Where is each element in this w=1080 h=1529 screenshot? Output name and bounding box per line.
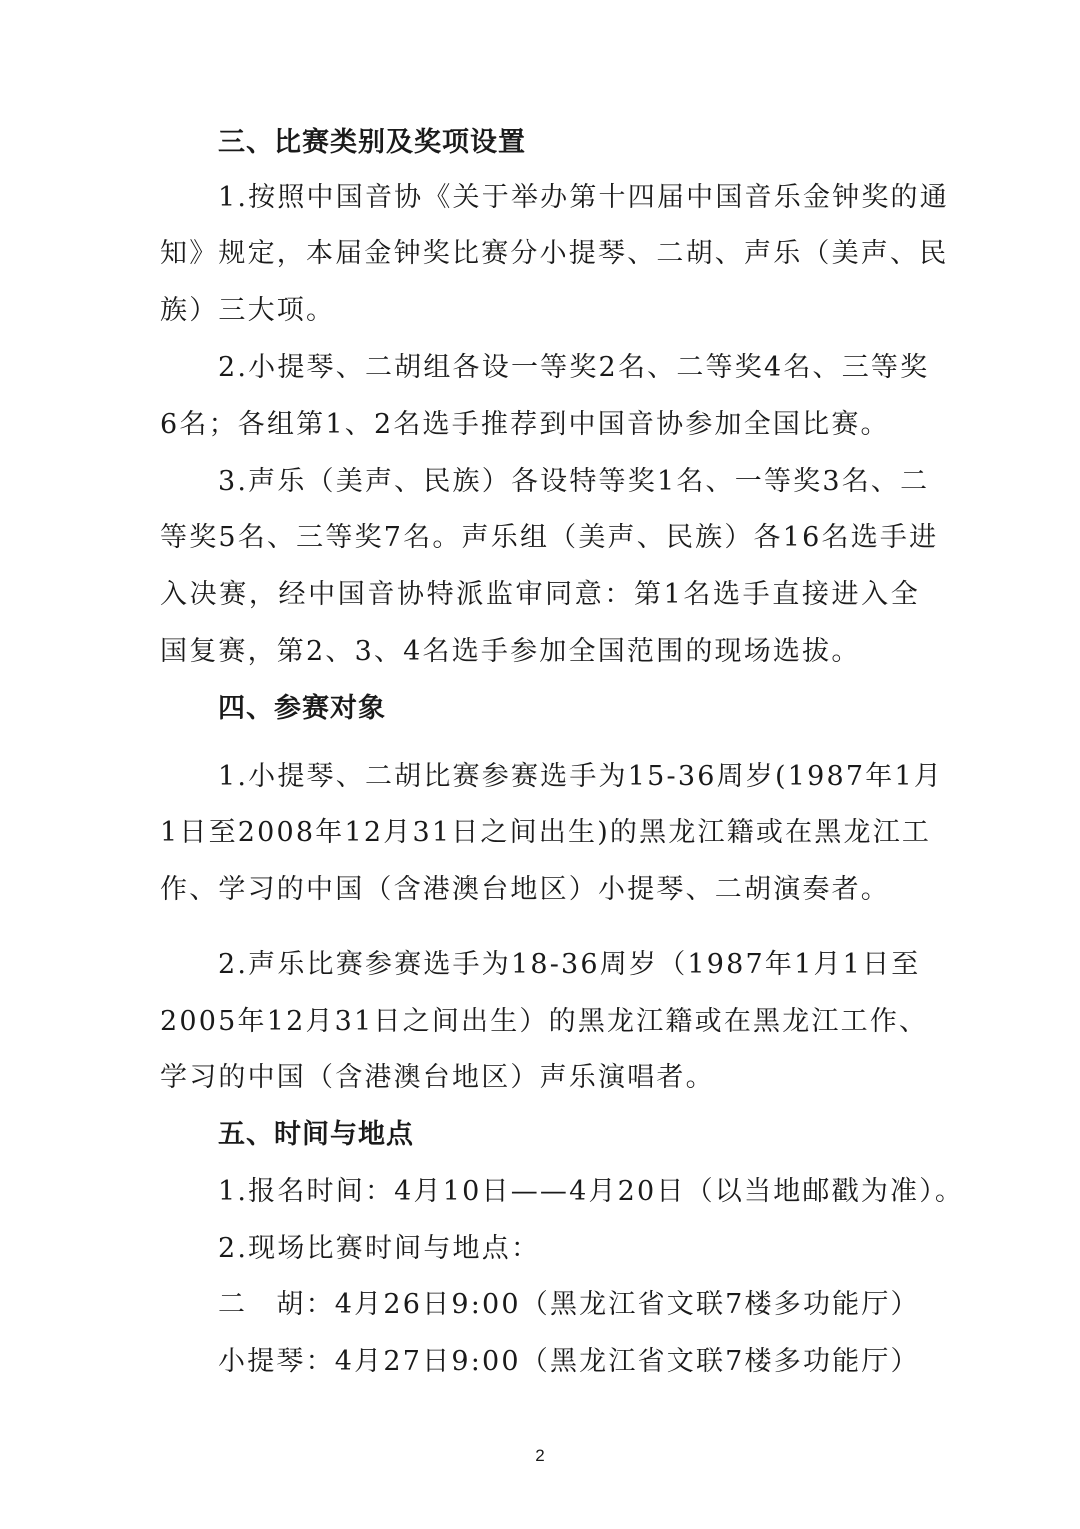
paragraph-line: 1.按照中国音协《关于举办第十四届中国音乐金钟奖的通: [218, 182, 949, 213]
paragraph-line: 作、学习的中国（含港澳台地区）小提琴、二胡演奏者。: [160, 874, 890, 905]
section-4-heading: 四、参赛对象: [218, 693, 386, 724]
paragraph-line: 2.现场比赛时间与地点：: [218, 1233, 541, 1264]
paragraph-line: 1.小提琴、二胡比赛参赛选手为15-36周岁(1987年1月: [218, 761, 944, 792]
paragraph-line: 1.报名时间：4月10日——4月20日（以当地邮戳为准）。: [218, 1176, 965, 1207]
section-5-heading: 五、时间与地点: [218, 1119, 414, 1150]
paragraph-line: 2.小提琴、二胡组各设一等奖2名、二等奖4名、三等奖: [218, 352, 930, 383]
schedule-line-violin: 小提琴：4月27日9:00（黑龙江省文联7楼多功能厅）: [218, 1346, 920, 1377]
schedule-line-erhu: 二 胡：4月26日9:00（黑龙江省文联7楼多功能厅）: [218, 1289, 920, 1320]
paragraph-line: 1日至2008年12月31日之间出生)的黑龙江籍或在黑龙江工: [160, 817, 932, 848]
paragraph-line: 知》规定，本届金钟奖比赛分小提琴、二胡、声乐（美声、民: [160, 238, 949, 269]
page-number: 2: [535, 1446, 545, 1465]
paragraph-line: 3.声乐（美声、民族）各设特等奖1名、一等奖3名、二: [218, 466, 930, 497]
paragraph-line: 入决赛，经中国音协特派监审同意：第1名选手直接进入全: [160, 579, 920, 610]
paragraph-line: 2005年12月31日之间出生）的黑龙江籍或在黑龙江工作、: [160, 1006, 929, 1037]
paragraph-line: 2.声乐比赛参赛选手为18-36周岁（1987年1月1日至: [218, 949, 921, 980]
section-3-heading: 三、比赛类别及奖项设置: [218, 127, 526, 158]
paragraph-line: 6名；各组第1、2名选手推荐到中国音协参加全国比赛。: [160, 409, 890, 440]
paragraph-line: 学习的中国（含港澳台地区）声乐演唱者。: [160, 1062, 715, 1093]
paragraph-line: 族）三大项。: [160, 295, 336, 326]
paragraph-line: 国复赛，第2、3、4名选手参加全国范围的现场选拔。: [160, 636, 861, 667]
paragraph-line: 等奖5名、三等奖7名。声乐组（美声、民族）各16名选手进: [160, 522, 939, 553]
